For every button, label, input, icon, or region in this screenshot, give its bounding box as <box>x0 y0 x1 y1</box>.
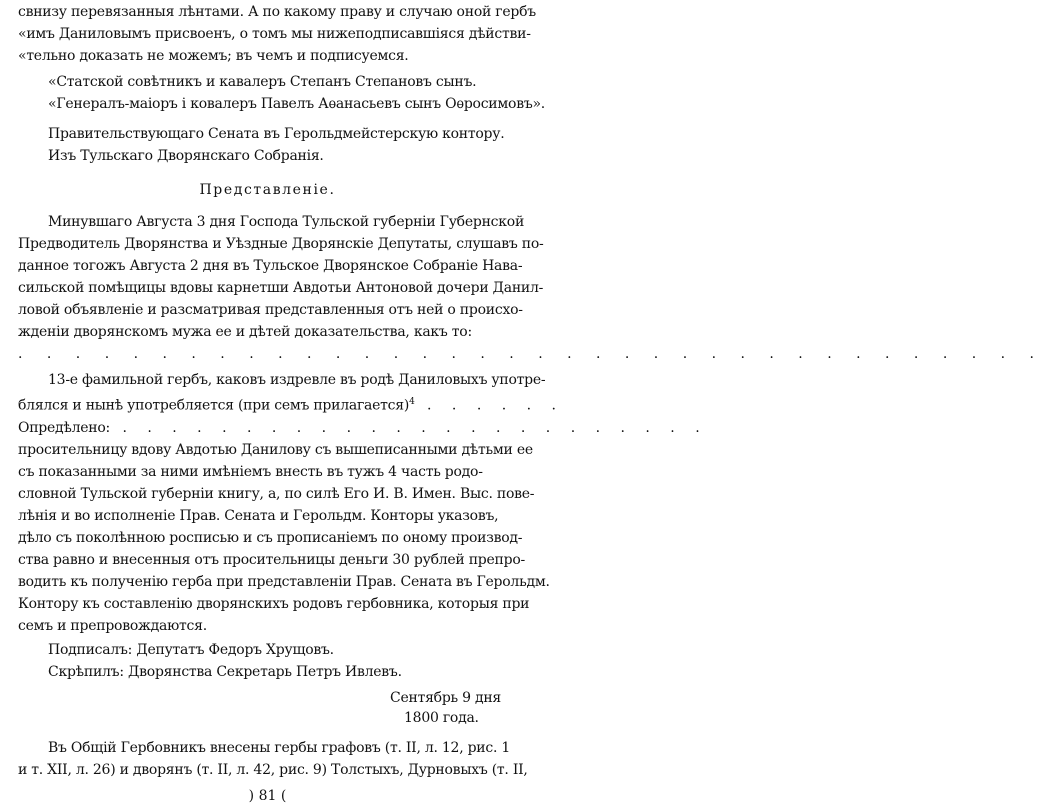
section-heading: Представленіе. <box>199 182 336 198</box>
text-line: сильской помѣщицы вдовы карнетши Авдотьи Антоновой дочери Данил- <box>18 280 544 296</box>
date-line: Сентябрь 9 дня <box>390 690 502 706</box>
text-line: просительницу вдову Авдотью Данилову съ вышеписанными дѣтьми ее <box>18 442 533 458</box>
text-line: Опредѣлено: . . . . . . . . . . . . . . . . . . . . . . . . <box>18 420 708 436</box>
text-line: Въ Общій Гербовникъ внесены гербы графовъ (т. II, л. 12, рис. 1 <box>48 740 511 756</box>
text-line: «тельно доказать не можемъ; въ чемъ и подписуемся. <box>18 48 409 64</box>
text-line: жденіи дворянскомъ мужа ее и дѣтей доказательства, какъ то: <box>18 324 472 340</box>
text-line: лѣнія и во исполненіе Прав. Сената и Герольдм. Конторы указовъ, <box>18 508 499 524</box>
text-line: дѣло съ поколѣнною росписью и съ прописаніемъ по оному производ- <box>18 530 523 546</box>
text-line: ловой объявленіе и разсматривая представленныя отъ ней о происхо- <box>18 302 523 318</box>
addressee-line: Правительствующаго Сената въ Герольдмейстерскую контору. <box>48 126 505 142</box>
text-line: данное тогожъ Августа 2 дня въ Тульское Дворянское Собраніе Нава- <box>18 258 523 274</box>
signature-line: «Статской совѣтникъ и кавалеръ Степанъ Степановъ сынъ. <box>48 74 477 90</box>
text-line: Минувшаго Августа 3 дня Господа Тульской губерніи Губернской <box>48 214 525 230</box>
signature-line: «Генералъ-маіоръ і ковалеръ Павелъ Аѳанасьевъ сынъ Оѳросимовъ». <box>48 96 546 112</box>
text-line: Предводитель Дворянства и Уѣздные Дворянскіе Депутаты, слушавъ по- <box>18 236 544 252</box>
page-number: ) 81 ( <box>248 788 287 804</box>
text-line: ства равно и внесенныя отъ просительницы деньги 30 рублей препро- <box>18 552 525 568</box>
signed-line: Подписалъ: Депутатъ Федоръ Хрущовъ. <box>48 642 334 658</box>
text-line: семъ и препровождаются. <box>18 618 207 634</box>
addressee-line: Изъ Тульскаго Дворянскаго Собранія. <box>48 148 324 164</box>
footnote-marker: 4 <box>409 397 415 407</box>
text-line: водить къ полученію герба при представленіи Прав. Сената въ Герольдм. <box>18 574 550 590</box>
text-line: 13-е фамильной гербъ, каковъ издревле въ родѣ Даниловыхъ употре- <box>48 372 546 388</box>
dotted-ellipsis: . . . . . . . . . . . . . . . . . . . . . . . . . . . . . . . . . . . . <box>18 346 1044 362</box>
text-line: съ показанными за ними имѣніемъ внесть въ тужъ 4 часть родо- <box>18 464 483 480</box>
text-line: свнизу перевязанныя лѣнтами. А по какому праву и случаю оной гербъ <box>18 4 536 20</box>
signed-line: Скрѣпилъ: Дворянства Секретарь Петръ Ивлевъ. <box>48 664 402 680</box>
resolved-label: Опредѣлено: <box>18 420 111 436</box>
text-line: словной Тульской губерніи книгу, а, по силѣ Его И. В. Имен. Выс. пове- <box>18 486 535 502</box>
text-line: блялся и нынѣ употребляется (при семъ прилагается)$^4$ . . . . . . <box>18 397 564 414</box>
text-line: Контору къ составленію дворянскихъ родовъ гербовника, которыя при <box>18 596 530 612</box>
text-line: «имъ Даниловымъ присвоенъ, о томъ мы нижеподписавшіяся дѣйстви- <box>18 26 531 42</box>
text-line: и т. XII, л. 26) и дворянъ (т. II, л. 42, рис. 9) Толстыхъ, Дурновыхъ (т. II, <box>18 762 528 778</box>
date-line: 1800 года. <box>404 710 479 726</box>
